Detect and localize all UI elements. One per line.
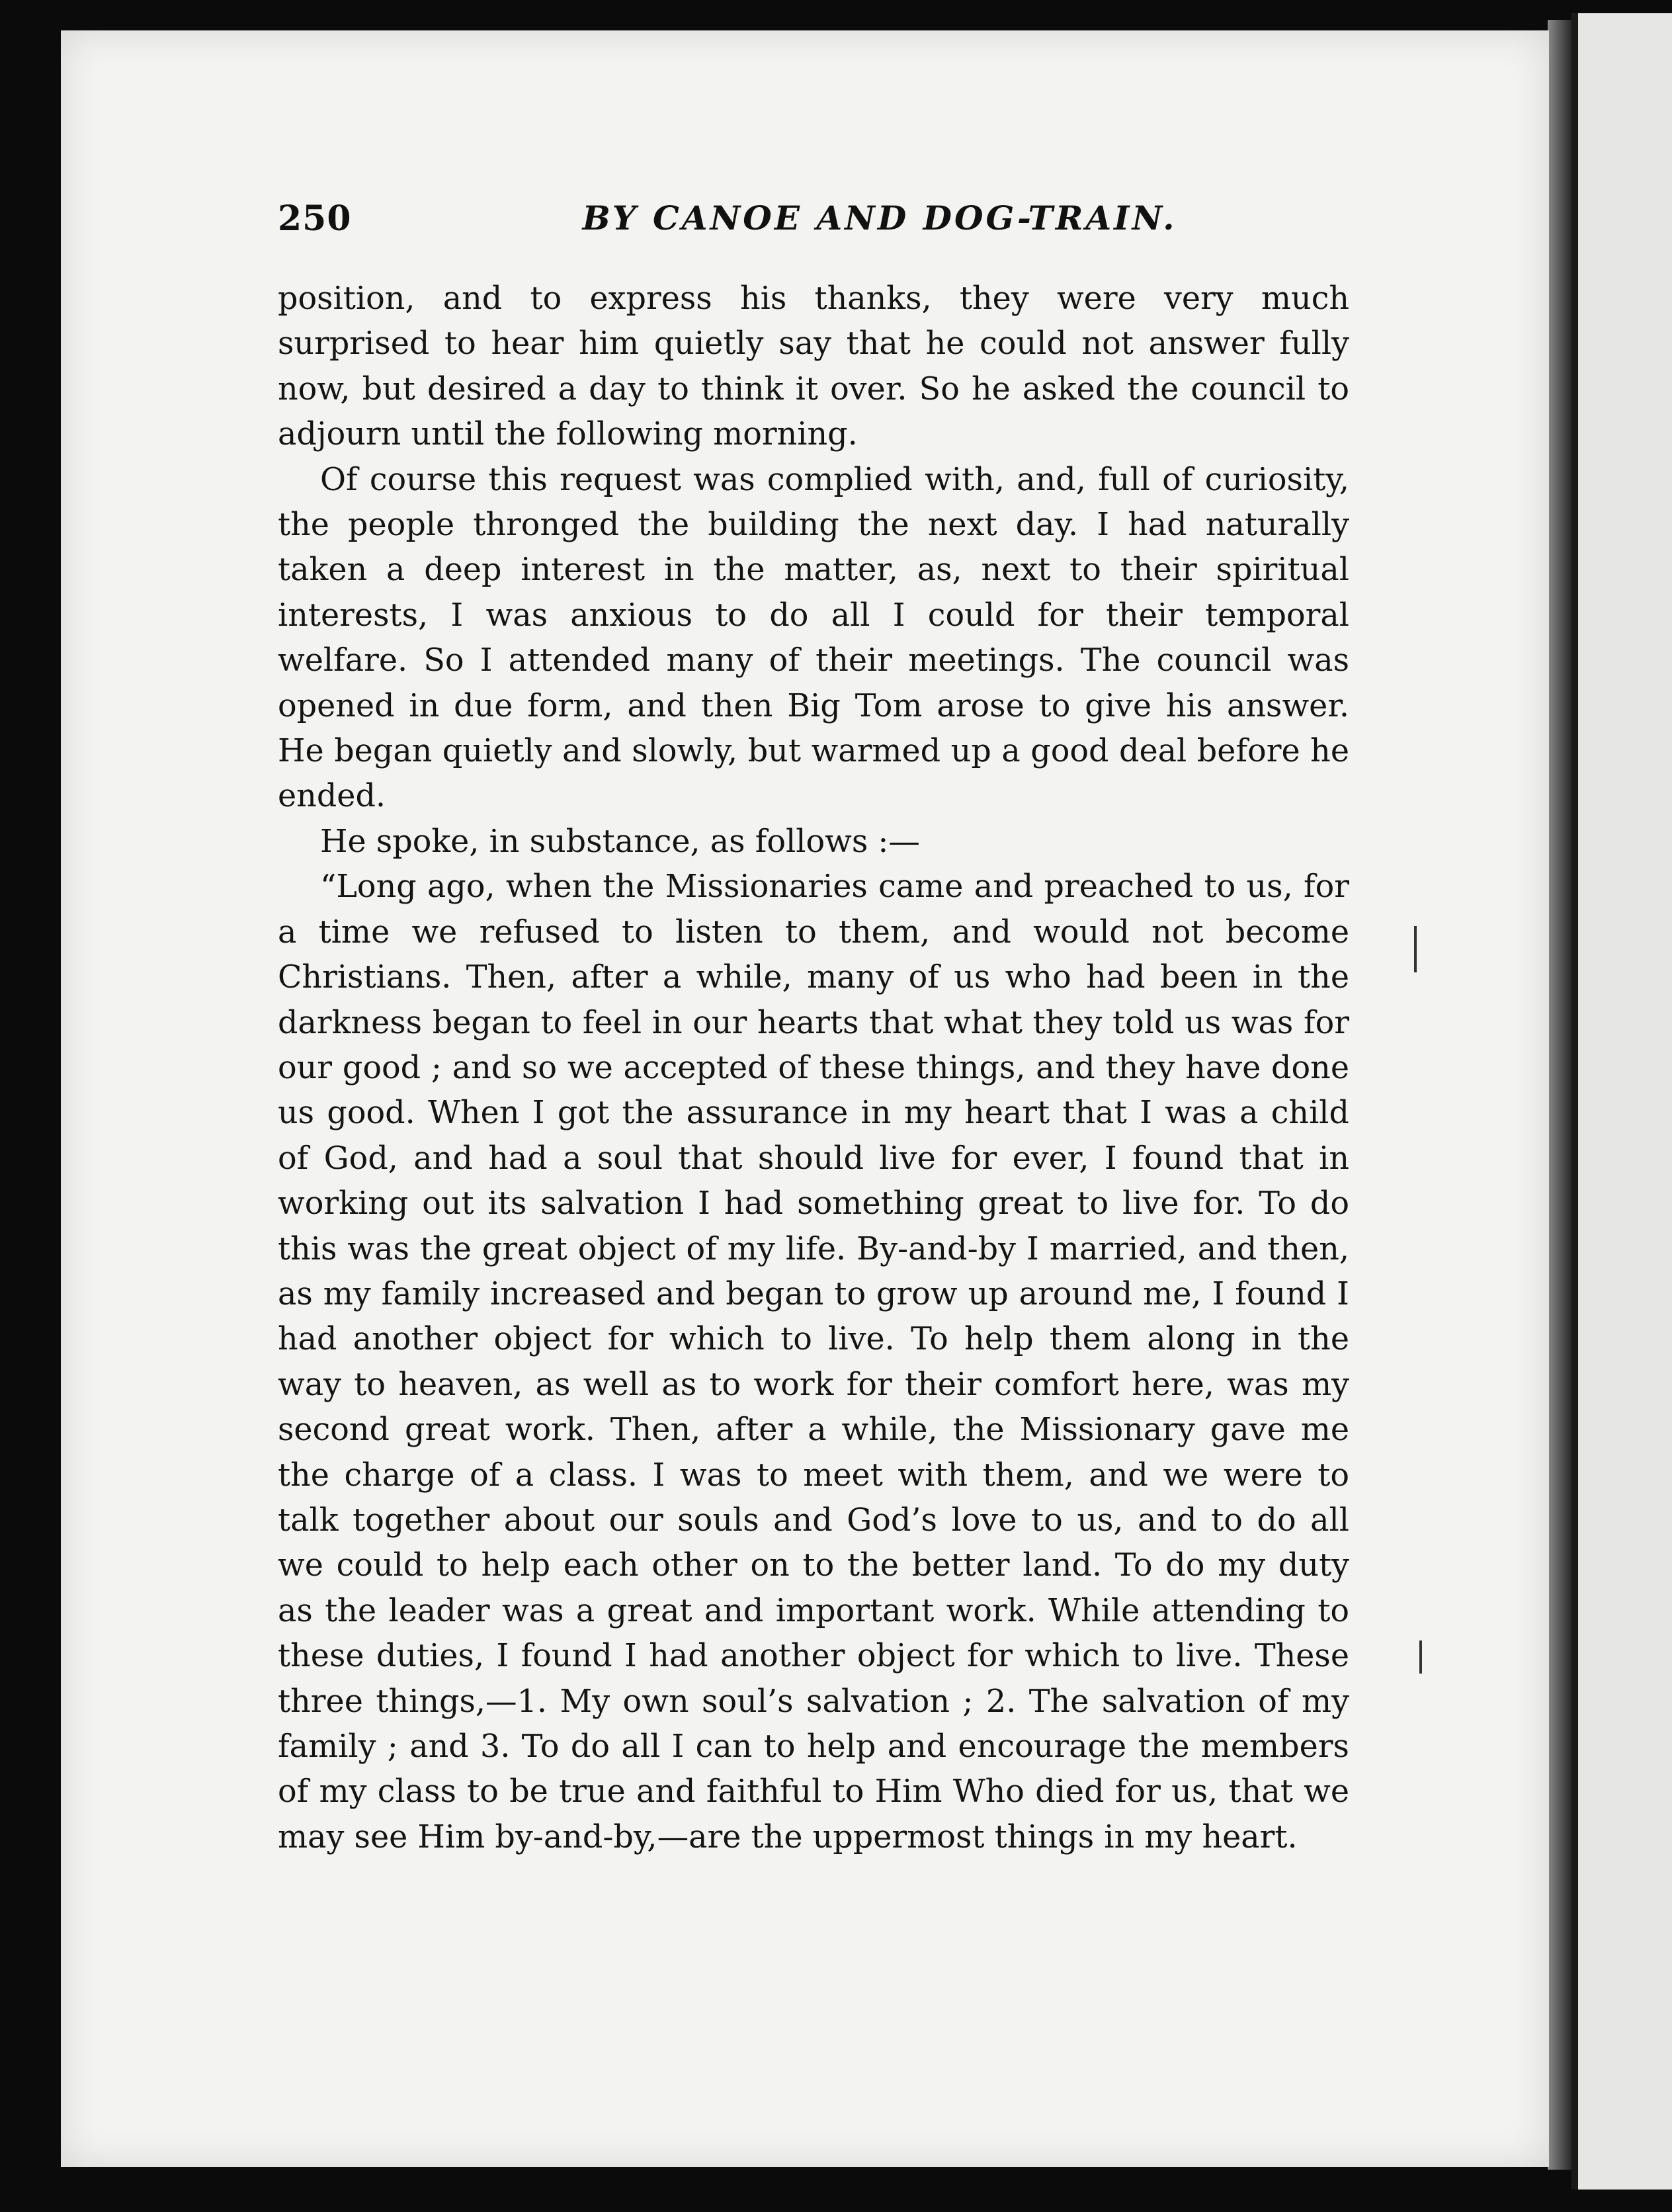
page-header <box>278 198 1402 251</box>
scan-mark <box>1414 926 1417 972</box>
paragraph-4: “Long ago, when the Missionaries came and preached to us, for a time we refused to listen to them, and would not become Christians. Then, after a while, many of us who had been in the darkness began to feel in our hearts that what they told us was for our good ; and so we accepted of these things, and they have done us good. When I got the assurance in my heart that I was a child of God, and had a soul that should live for ever, I found that in working out its salvation I had something great to live for. To do this was the great object of my life. By-and-by I married, and then, as my family increased and began to grow up around me, I found I had another object for which to live. To help them along in the way to heaven, as well as to work for their comfort here, was my second great work. Then, after a while, the Missionary gave me the charge of a class. I was to meet with them, and we were to talk together about our souls and God’s love to us, and to do all we could to help each other on to the better land. To do my duty as the leader was a great and important work. While attending to these duties, I found I had another object for which to live. These three things,—1. My own soul’s salvation ; 2. The salvation of my family ; and 3. To do all I can to help and encourage the members of my class to be true and faithful to Him Who died for us, that we may see Him by-and-by,—are the uppermost things in my heart. <box>278 869 1349 1855</box>
page-edge-shadow <box>1548 20 1571 2170</box>
facing-page-edge <box>1571 13 1672 2190</box>
paragraph-2: Of course this request was complied with, and, full of curiosity, the people thronged the building the next day. I had naturally taken a deep interest in the matter, as, next to their spiritual interests, I was anxious to do all I could for their temporal welfare. So I attended many of their meetings. The council was opened in due form, and then Big Tom arose to give his answer. He began quietly and slowly, but warmed up a good deal before he ended. <box>278 461 1349 815</box>
scan-mark <box>1419 1640 1422 1674</box>
facing-page-gutter <box>1571 13 1578 2190</box>
body-text <box>278 276 1349 1860</box>
paragraph-3: He spoke, in substance, as follows :— <box>320 823 921 860</box>
page-number: 250 <box>278 198 352 239</box>
running-head: BY CANOE AND DOG-TRAIN. <box>582 198 1177 237</box>
paragraph-1: position, and to express his thanks, they were very much surprised to hear him quietly say that he could not answer fully now, but desired a day to think it over. So he asked the council to adjourn until the following morning. <box>278 280 1349 453</box>
